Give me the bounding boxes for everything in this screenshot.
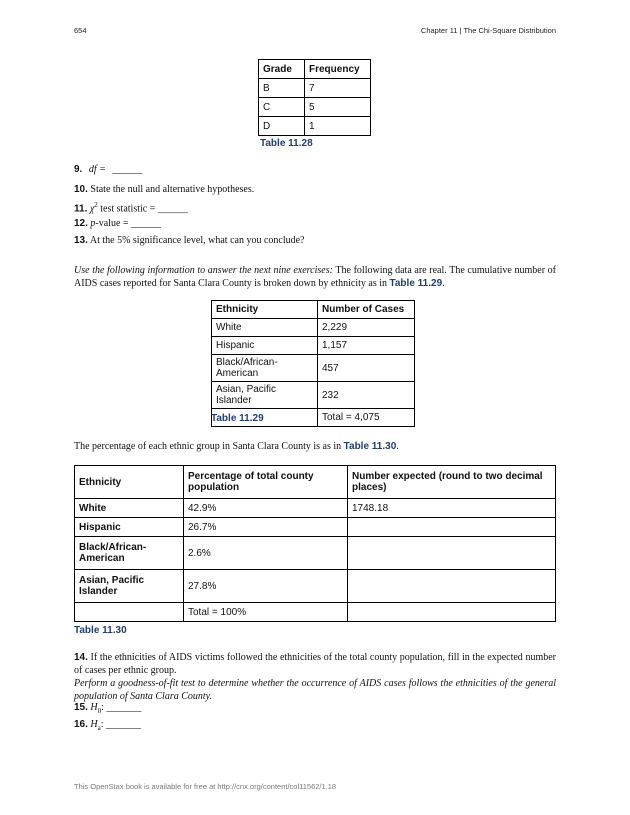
table-cell: C bbox=[259, 98, 305, 117]
table-cell: 2.6% bbox=[184, 537, 348, 570]
page-number: 654 bbox=[74, 26, 87, 35]
intro-text: The following data are real. The cumulative number of AIDS cases reported for Santa Clara County is broken down by ethnicity as in bbox=[74, 265, 556, 289]
table-row bbox=[259, 79, 371, 98]
table-cell: Total = 4,075 bbox=[318, 409, 415, 427]
table-cell bbox=[348, 537, 556, 570]
table-cell: 1,157 bbox=[318, 337, 415, 355]
answer-blank: ______ bbox=[112, 164, 143, 175]
table-cell: D bbox=[259, 117, 305, 136]
question-number: 9. bbox=[74, 164, 83, 175]
table-cell: Asian, Pacific Islander bbox=[212, 382, 318, 409]
table-cell: Total = 100% bbox=[184, 603, 348, 622]
column-header: Percentage of total county population bbox=[184, 466, 348, 499]
p-symbol: p bbox=[90, 218, 96, 229]
chapter-title: Chapter 11 | The Chi-Square Distribution bbox=[420, 26, 556, 35]
table-row bbox=[75, 570, 556, 603]
table-11-28 bbox=[258, 59, 371, 136]
table-cell: White bbox=[75, 499, 184, 518]
table-cell: 1 bbox=[305, 117, 371, 136]
table-row bbox=[212, 319, 415, 337]
column-header: Number of Cases bbox=[318, 301, 415, 319]
table-cell: Asian, Pacific Islander bbox=[75, 570, 184, 603]
table-caption: Table 11.30 bbox=[74, 625, 127, 636]
table-cell: 232 bbox=[318, 382, 415, 409]
question-15 bbox=[74, 702, 141, 715]
question-text: df = bbox=[88, 164, 106, 175]
question-number: 13. bbox=[74, 235, 88, 246]
question-11 bbox=[74, 201, 188, 214]
question-9 bbox=[74, 164, 142, 175]
table-cell bbox=[75, 603, 184, 622]
table-row bbox=[75, 537, 556, 570]
percentage-sentence bbox=[74, 440, 556, 453]
question-number: 11. bbox=[74, 203, 88, 215]
table-cell: B bbox=[259, 79, 305, 98]
question-12 bbox=[74, 218, 161, 229]
answer-blank: : _______ bbox=[101, 702, 142, 713]
subscript: 0 bbox=[97, 707, 102, 715]
chi-symbol: χ bbox=[89, 203, 95, 215]
table-cell: 7 bbox=[305, 79, 371, 98]
table-cell: Black/African-American bbox=[212, 355, 318, 382]
question-text: -value = ______ bbox=[95, 218, 162, 229]
table-row bbox=[259, 98, 371, 117]
table-cell: Hispanic bbox=[212, 337, 318, 355]
table-cell bbox=[348, 603, 556, 622]
question-number: 14. bbox=[74, 652, 88, 663]
table-cell: 457 bbox=[318, 355, 415, 382]
column-header: Ethnicity bbox=[75, 466, 184, 499]
table-row bbox=[212, 337, 415, 355]
question-number: 10. bbox=[74, 184, 88, 195]
table-header-row bbox=[259, 60, 371, 79]
table-cell: 1748.18 bbox=[348, 499, 556, 518]
table-cell: 2,229 bbox=[318, 319, 415, 337]
instruction-italic: Perform a goodness-of-fit test to determine whether the occurrence of AIDS cases follows the ethnicities of the general population of Santa Clara County. bbox=[74, 678, 556, 702]
table-reference: Table 11.30 bbox=[343, 441, 397, 452]
question-text: test statistic = ______ bbox=[97, 203, 188, 215]
table-cell: 42.9% bbox=[184, 499, 348, 518]
question-10 bbox=[74, 184, 254, 195]
hypothesis-symbol: H bbox=[90, 719, 98, 730]
column-header: Grade bbox=[259, 60, 305, 79]
question-13 bbox=[74, 235, 305, 246]
table-11-30 bbox=[74, 465, 556, 622]
column-header: Frequency bbox=[305, 60, 371, 79]
question-number: 16. bbox=[74, 719, 88, 730]
question-16 bbox=[74, 719, 141, 732]
answer-blank: : _______ bbox=[100, 719, 142, 730]
column-header: Number expected (round to two decimal places) bbox=[348, 466, 556, 499]
table-11-29 bbox=[211, 300, 415, 427]
question-number: 12. bbox=[74, 218, 88, 229]
table-row bbox=[212, 355, 415, 382]
table-cell bbox=[348, 518, 556, 537]
table-caption: Table 11.28 bbox=[260, 138, 313, 149]
question-number: 15. bbox=[74, 702, 88, 713]
table-row bbox=[259, 117, 371, 136]
table-caption: Table 11.29 bbox=[211, 413, 264, 424]
table-row bbox=[212, 382, 415, 409]
question-text: At the 5% significance level, what can you conclude? bbox=[89, 235, 305, 246]
column-header: Ethnicity bbox=[212, 301, 318, 319]
table-cell: White bbox=[212, 319, 318, 337]
question-text: If the ethnicities of AIDS victims followed the ethnicities of the total county population, fill in the expected number of cases per ethnic group. bbox=[74, 652, 556, 676]
punctuation: . bbox=[396, 441, 399, 452]
table-cell: 27.8% bbox=[184, 570, 348, 603]
table-cell: Hispanic bbox=[75, 518, 184, 537]
intro-paragraph bbox=[74, 264, 556, 290]
table-cell: Black/African-American bbox=[75, 537, 184, 570]
footer-note: This OpenStax book is available for free at http://cnx.org/content/col11562/1.18 bbox=[74, 782, 337, 791]
table-cell: 5 bbox=[305, 98, 371, 117]
punctuation: . bbox=[442, 278, 445, 289]
table-row bbox=[75, 603, 556, 622]
question-text: State the null and alternative hypotheses. bbox=[90, 184, 255, 195]
hypothesis-symbol: H bbox=[90, 702, 98, 713]
subscript: a bbox=[97, 724, 101, 732]
table-header-row bbox=[75, 466, 556, 499]
table-reference: Table 11.29 bbox=[389, 278, 443, 289]
table-row bbox=[75, 499, 556, 518]
superscript: 2 bbox=[94, 201, 98, 209]
table-cell bbox=[348, 570, 556, 603]
table-cell: 26.7% bbox=[184, 518, 348, 537]
table-row bbox=[75, 518, 556, 537]
sentence-text: The percentage of each ethnic group in Santa Clara County is as in bbox=[74, 441, 344, 452]
table-header-row bbox=[212, 301, 415, 319]
question-14 bbox=[74, 651, 556, 703]
intro-italic: Use the following information to answer the next nine exercises: bbox=[74, 265, 333, 276]
